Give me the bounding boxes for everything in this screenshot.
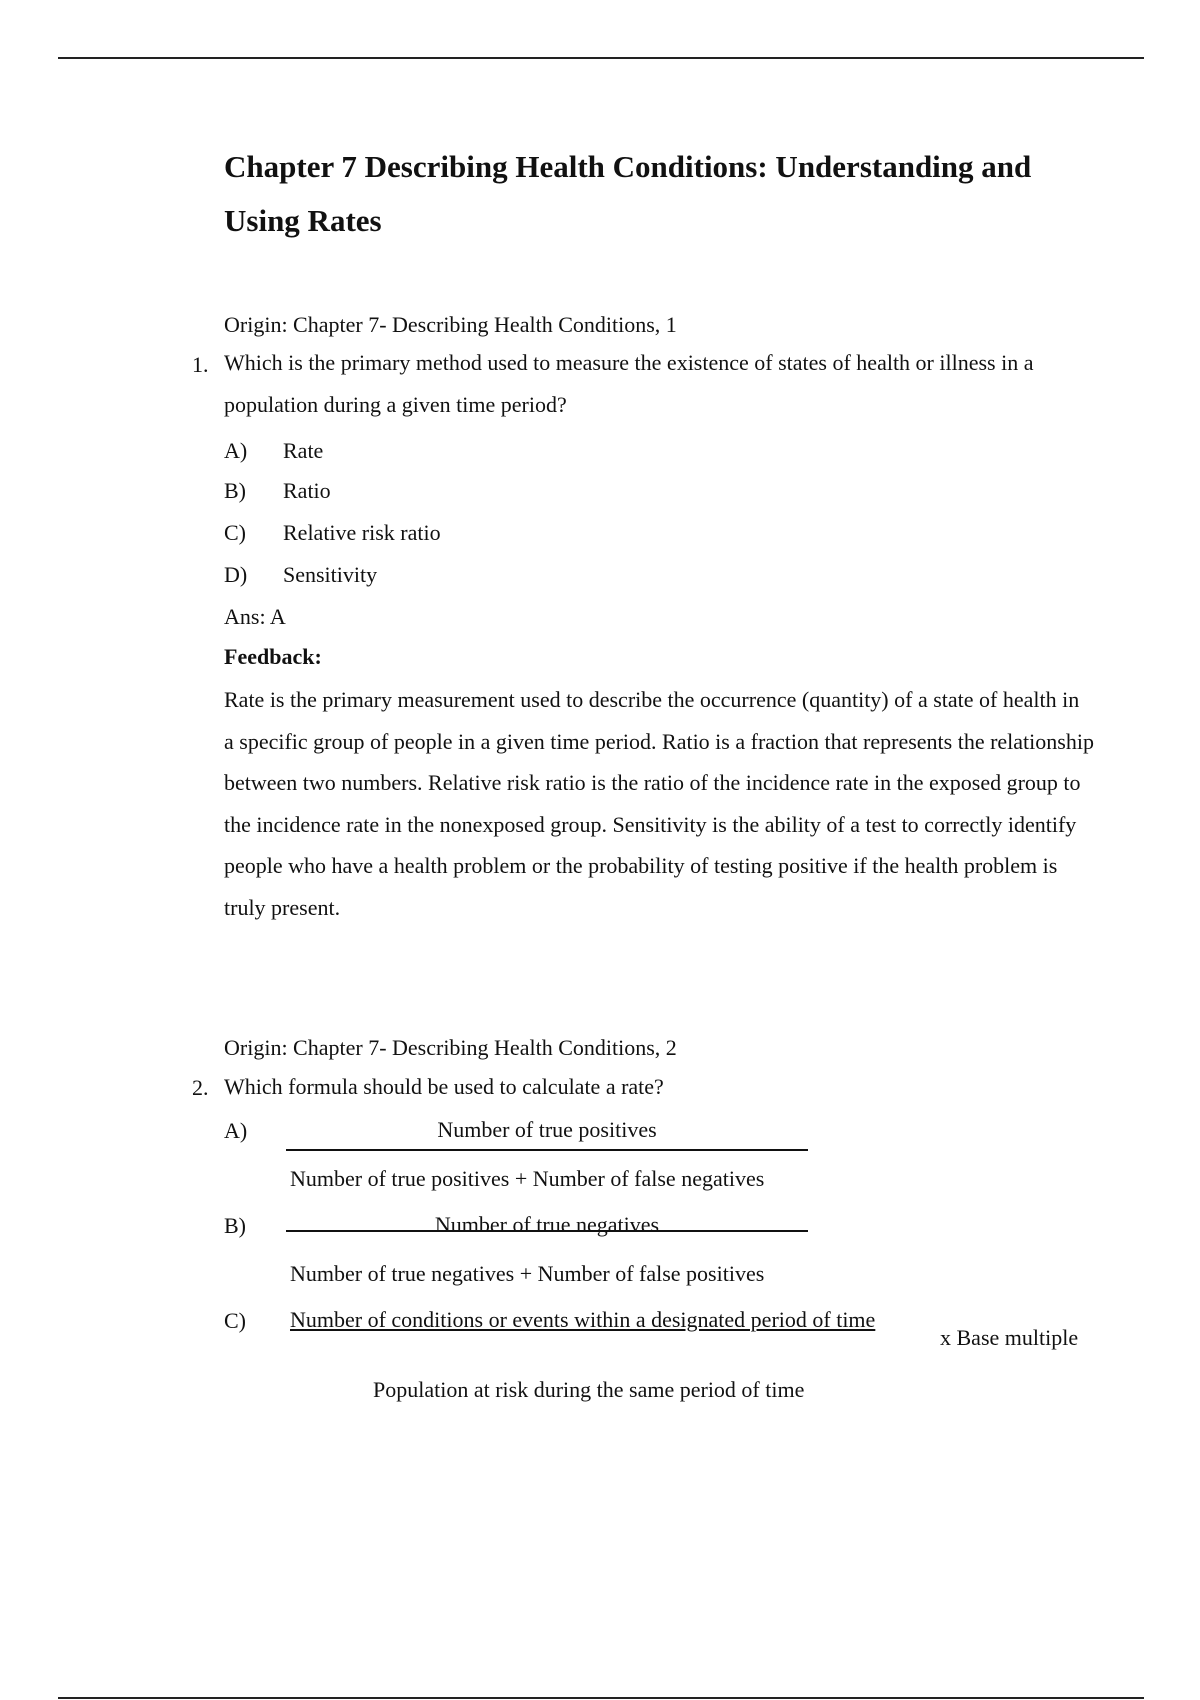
option-text-d: Sensitivity xyxy=(283,562,378,587)
formula-b-fraction-bar xyxy=(286,1230,808,1232)
formula-a-numerator: Number of true positives xyxy=(437,1117,657,1142)
formula-a-fraction-bar xyxy=(286,1149,808,1151)
bottom-rule xyxy=(58,1697,1144,1699)
formula-c-numerator: Number of conditions or events within a designated period of time xyxy=(290,1307,876,1332)
question-origin: Origin: Chapter 7- Describing Health Conditions, 1 xyxy=(224,312,677,337)
question-number: 1. xyxy=(192,352,209,377)
option-text-c: Relative risk ratio xyxy=(283,520,441,545)
formula-b-numerator: Number of true negatives xyxy=(434,1212,660,1237)
question-text: Which formula should be used to calculate a rate? xyxy=(224,1074,664,1099)
answer-line: Ans: A xyxy=(224,604,286,629)
formula-c-denominator: Population at risk during the same period of time xyxy=(373,1377,805,1402)
option-letter-c: C) xyxy=(224,1308,246,1333)
top-rule xyxy=(58,57,1144,59)
option-text-a: Rate xyxy=(283,438,324,463)
feedback-text: Rate is the primary measurement used to describe the occurrence (quantity) of a state of health in a specific group of people in a given time period. Ratio is a fraction that represents the relationship between two numbers. Relative risk ratio is the ratio of the incidence rate in the exposed group to the incidence rate in the nonexposed group. Sensitivity is the ability of a test to correctly identify people who have a health problem or the probability of testing positive if the health problem is truly present. xyxy=(224,687,1094,920)
option-letter-a: A) xyxy=(224,438,248,463)
question-origin: Origin: Chapter 7- Describing Health Conditions, 2 xyxy=(224,1035,677,1060)
option-letter-a: A) xyxy=(224,1118,248,1143)
option-letter-c: C) xyxy=(224,520,246,545)
feedback-label: Feedback: xyxy=(224,644,322,669)
question-text: Which is the primary method used to measure the existence of states of health or illness in a population during a given time period? xyxy=(224,350,1034,417)
chapter-title: Chapter 7 Describing Health Conditions: Understanding and Using Rates xyxy=(224,149,1032,238)
formula-c-multiplier: x Base multiple xyxy=(940,1325,1079,1350)
option-text-b: Ratio xyxy=(283,478,331,503)
option-letter-b: B) xyxy=(224,1213,246,1238)
formula-b-denominator: Number of true negatives + Number of false positives xyxy=(290,1261,765,1286)
question-number: 2. xyxy=(192,1075,209,1100)
option-letter-b: B) xyxy=(224,478,246,503)
formula-a-denominator: Number of true positives + Number of false negatives xyxy=(290,1166,765,1191)
option-letter-d: D) xyxy=(224,562,248,587)
